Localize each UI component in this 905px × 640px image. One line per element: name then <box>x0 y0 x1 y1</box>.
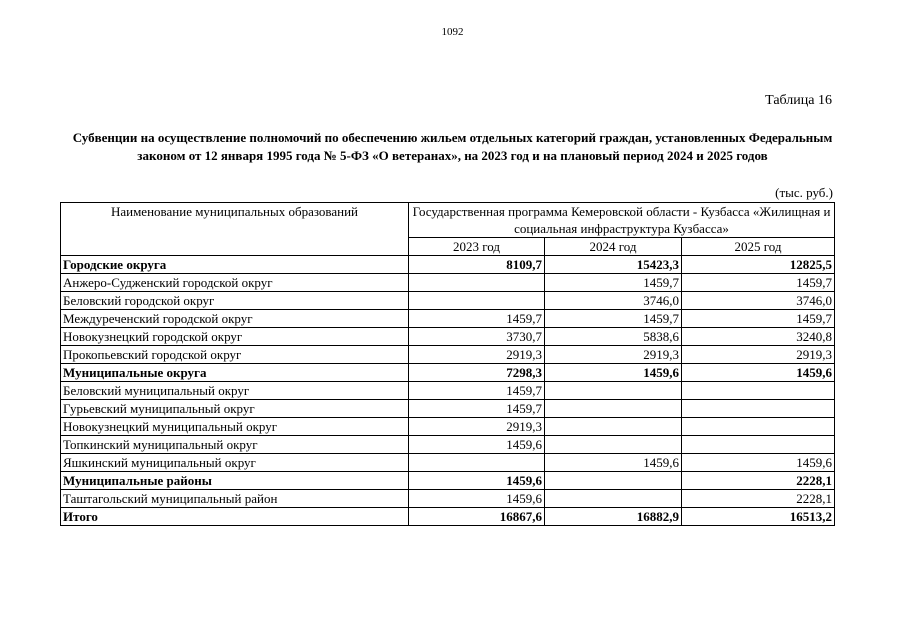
value-2023-cell: 3730,7 <box>409 328 545 346</box>
table-row <box>61 382 835 400</box>
table-row <box>61 400 835 418</box>
value-2024-cell: 3746,0 <box>545 292 682 310</box>
table-row <box>61 256 835 274</box>
value-2023-cell: 1459,7 <box>409 382 545 400</box>
value-2023-cell: 2919,3 <box>409 418 545 436</box>
table-row <box>61 472 835 490</box>
table-row <box>61 436 835 454</box>
page-number: 1092 <box>441 26 464 38</box>
row-name-cell: Таштагольский муниципальный район <box>61 490 409 508</box>
row-name-cell: Беловский городской округ <box>61 292 409 310</box>
column-header-2024: 2024 год <box>545 238 682 256</box>
row-name-cell: Новокузнецкий муниципальный округ <box>61 418 409 436</box>
table-row <box>61 292 835 310</box>
table-row <box>61 328 835 346</box>
table-row <box>61 490 835 508</box>
row-name-cell: Итого <box>61 508 409 526</box>
value-2025-cell: 1459,6 <box>682 364 835 382</box>
row-name-cell: Беловский муниципальный округ <box>61 382 409 400</box>
column-header-2025: 2025 год <box>682 238 835 256</box>
row-name-cell: Междуреченский городской округ <box>61 310 409 328</box>
value-2025-cell: 1459,7 <box>682 274 835 292</box>
table-label: Таблица 16 <box>765 93 832 108</box>
row-name-cell: Муниципальные округа <box>61 364 409 382</box>
value-2024-cell: 16882,9 <box>545 508 682 526</box>
value-2025-cell <box>682 382 835 400</box>
value-2023-cell <box>409 274 545 292</box>
value-2025-cell: 1459,7 <box>682 310 835 328</box>
table-row <box>61 418 835 436</box>
table-row <box>61 346 835 364</box>
column-header-program: Государственная программа Кемеровской области - Кузбасса «Жилищная и социальная инфраструктура Кузбасса» <box>409 203 835 238</box>
value-2023-cell: 7298,3 <box>409 364 545 382</box>
value-2025-cell <box>682 400 835 418</box>
value-2023-cell: 2919,3 <box>409 346 545 364</box>
row-name-cell: Топкинский муниципальный округ <box>61 436 409 454</box>
value-2023-cell <box>409 292 545 310</box>
value-2023-cell: 1459,6 <box>409 472 545 490</box>
value-2023-cell: 1459,6 <box>409 436 545 454</box>
value-2023-cell: 8109,7 <box>409 256 545 274</box>
row-name-cell: Городские округа <box>61 256 409 274</box>
value-2025-cell: 16513,2 <box>682 508 835 526</box>
value-2025-cell: 1459,6 <box>682 454 835 472</box>
value-2024-cell: 1459,7 <box>545 274 682 292</box>
row-name-cell: Гурьевский муниципальный округ <box>61 400 409 418</box>
value-2024-cell: 1459,6 <box>545 364 682 382</box>
value-2023-cell: 16867,6 <box>409 508 545 526</box>
row-name-cell: Яшкинский муниципальный округ <box>61 454 409 472</box>
value-2025-cell: 2228,1 <box>682 490 835 508</box>
value-2023-cell: 1459,6 <box>409 490 545 508</box>
value-2024-cell: 15423,3 <box>545 256 682 274</box>
value-2023-cell: 1459,7 <box>409 310 545 328</box>
value-2024-cell: 1459,7 <box>545 310 682 328</box>
subventions-table <box>60 202 835 526</box>
row-name-cell: Прокопьевский городской округ <box>61 346 409 364</box>
value-2024-cell <box>545 490 682 508</box>
table-row <box>61 364 835 382</box>
table-row <box>61 508 835 526</box>
row-name-cell: Новокузнецкий городской округ <box>61 328 409 346</box>
value-2025-cell <box>682 436 835 454</box>
value-2023-cell <box>409 454 545 472</box>
value-2025-cell: 2228,1 <box>682 472 835 490</box>
table-title: Субвенции на осуществление полномочий по обеспечению жильем отдельных категорий граждан, установленных Федеральным законом от 12 января 1995 года № 5-ФЗ «О ветеранах», на 2023 год и на плановый период 2024 и 2025 годов <box>72 130 833 163</box>
value-2023-cell: 1459,7 <box>409 400 545 418</box>
value-2024-cell <box>545 418 682 436</box>
column-header-name: Наименование муниципальных образований <box>61 203 409 256</box>
table-row <box>61 310 835 328</box>
value-2024-cell <box>545 472 682 490</box>
value-2025-cell <box>682 418 835 436</box>
row-name-cell: Муниципальные районы <box>61 472 409 490</box>
unit-label: (тыс. руб.) <box>775 185 833 200</box>
table-body <box>61 256 835 526</box>
value-2024-cell <box>545 382 682 400</box>
value-2024-cell: 5838,6 <box>545 328 682 346</box>
value-2024-cell: 1459,6 <box>545 454 682 472</box>
value-2025-cell: 12825,5 <box>682 256 835 274</box>
value-2024-cell: 2919,3 <box>545 346 682 364</box>
table-row <box>61 274 835 292</box>
value-2024-cell <box>545 400 682 418</box>
value-2025-cell: 2919,3 <box>682 346 835 364</box>
row-name-cell: Анжеро-Судженский городской округ <box>61 274 409 292</box>
value-2025-cell: 3746,0 <box>682 292 835 310</box>
column-header-2023: 2023 год <box>409 238 545 256</box>
value-2025-cell: 3240,8 <box>682 328 835 346</box>
table-row <box>61 454 835 472</box>
value-2024-cell <box>545 436 682 454</box>
